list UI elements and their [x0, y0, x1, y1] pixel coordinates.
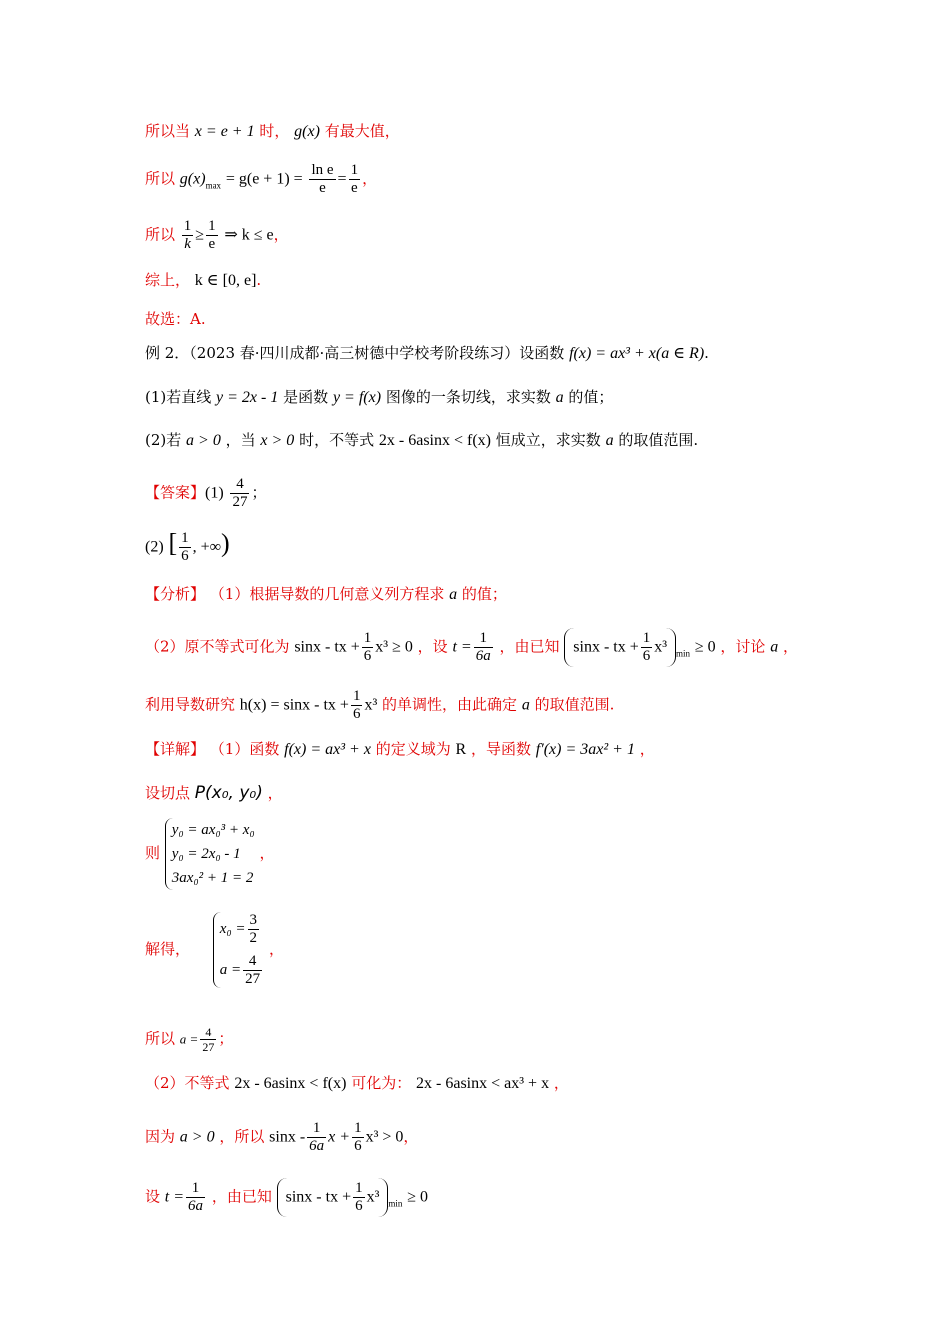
denominator: k: [184, 236, 191, 252]
fraction: [182, 218, 194, 253]
text-span: 的定义域为: [375, 740, 451, 758]
text-span: ，设: [417, 637, 448, 656]
fraction: [307, 1120, 326, 1155]
example-title: [145, 343, 709, 364]
text-span: ，: [362, 169, 378, 188]
math-span: 2x - 6asinx < f(x): [234, 1075, 347, 1092]
denominator: 27: [202, 1040, 215, 1054]
equation: y₀ = ax₀³ + x₀: [171, 822, 255, 838]
numerator: 1: [354, 1120, 362, 1136]
math-span: a > 0: [179, 1128, 215, 1146]
fraction: [474, 630, 493, 665]
question-2: [145, 430, 698, 451]
text-span: 解得，: [145, 940, 191, 958]
fraction: [230, 476, 249, 511]
denominator: 6: [352, 706, 361, 722]
text-span: ，: [553, 1074, 569, 1092]
math-span: ≥ 0: [694, 638, 716, 656]
math-span: x +: [328, 1128, 351, 1146]
brace-system: [165, 818, 255, 890]
text-span: 时，: [259, 122, 290, 140]
math-span: x³ ≥ 0: [375, 638, 413, 656]
fraction: [186, 1180, 205, 1215]
text-span: 利用导数研究: [145, 695, 236, 714]
analysis-2: [145, 628, 798, 667]
math-span: x³: [364, 696, 378, 714]
text-span: 设: [145, 1187, 161, 1206]
text-span: 所以: [145, 169, 176, 188]
math-span: f(x) = ax³ + x: [284, 741, 371, 758]
text-span: ，: [259, 844, 275, 862]
math-span: 2x - 6asinx < ax³ + x: [416, 1075, 550, 1092]
fraction: [206, 218, 218, 253]
fraction: [353, 1180, 365, 1215]
fraction: [200, 1025, 216, 1054]
math-span: a: [770, 638, 779, 656]
math-span: a: [521, 696, 530, 714]
math-span: g(x): [179, 170, 206, 188]
denominator: 6a: [188, 1198, 204, 1214]
text-span: 故选：A.: [145, 310, 206, 328]
text-span: 综上，: [145, 271, 191, 289]
numerator: 1: [181, 530, 189, 546]
math-span: sinx - tx +: [573, 638, 639, 656]
detail-2: [145, 783, 283, 803]
text-span: 设切点: [145, 784, 191, 802]
subscript: min: [676, 648, 691, 659]
text-span: 例 2．（2023 春·四川成都·高三树德中学校考阶段练习）设函数: [145, 344, 565, 362]
detail-label: 【详解】: [145, 740, 206, 758]
detail-1: [145, 739, 655, 760]
text-span: 图像的一条切线，求实数: [385, 388, 551, 406]
math-span: a: [449, 586, 458, 603]
numerator: 1: [183, 218, 192, 234]
paren-expression: [564, 628, 676, 667]
math-span: t =: [452, 638, 472, 656]
math-span: x = e + 1: [194, 123, 255, 140]
math-span: (1): [205, 484, 224, 502]
text-line-5: [145, 309, 206, 329]
math-span: t =: [164, 1188, 185, 1206]
fraction: [248, 912, 260, 947]
equation: 3ax₀² + 1 = 2: [171, 870, 254, 886]
numerator: 4: [230, 476, 249, 494]
math-span: ⇒ k ≤ e: [224, 226, 274, 244]
text-span: （1）根据导数的几何意义列方程求: [209, 585, 445, 603]
text-span: ，: [639, 740, 655, 758]
denominator: e: [208, 236, 216, 252]
math-span: a =: [219, 961, 242, 978]
fraction: [352, 1120, 364, 1155]
text-span: （1）函数: [209, 740, 280, 758]
equation: y₀ = 2x₀ - 1: [171, 846, 241, 862]
fraction: [362, 630, 374, 665]
text-span: ；: [218, 1029, 234, 1048]
text-span: ，: [403, 1127, 419, 1146]
text-span: 的值；: [568, 388, 614, 406]
text-span: （2）不等式: [145, 1074, 230, 1092]
text-span: (1)若直线: [145, 388, 212, 406]
text-span: 是函数: [283, 388, 329, 406]
numerator: ln e: [311, 162, 334, 178]
math-span: a =: [179, 1031, 199, 1047]
text-span: （2）原不等式可化为: [145, 637, 290, 656]
text-span: (2)若: [145, 431, 182, 449]
text-span: 的值；: [461, 585, 507, 603]
fraction: [351, 688, 363, 723]
text-span: ；: [251, 483, 267, 502]
text-span: 因为: [145, 1127, 176, 1146]
math-span: a: [555, 389, 564, 406]
math-span: y = 2x - 1: [216, 389, 279, 406]
answer-1: [145, 476, 266, 511]
text-span: 则: [145, 844, 161, 862]
text-span: ，由已知: [499, 637, 560, 656]
math-span: (2): [145, 538, 164, 556]
math-span: sinx -: [269, 1128, 306, 1146]
math-span: ≥ 0: [407, 1188, 428, 1206]
part-2-set-t: [145, 1178, 428, 1217]
fraction: [349, 162, 361, 197]
numerator: 1: [474, 630, 493, 648]
math-span: x³ > 0: [365, 1128, 404, 1146]
math-span: 2x - 6asinx < f(x): [378, 432, 491, 449]
text-span: ，: [267, 784, 283, 802]
text-span: ，: [268, 940, 284, 958]
math-span: x₀ =: [219, 920, 246, 937]
analysis-1: [145, 584, 507, 605]
analysis-label: 【分析】: [145, 585, 206, 603]
denominator: 6: [363, 648, 372, 664]
text-span: ，所以: [219, 1127, 265, 1146]
fraction: [243, 953, 262, 988]
denominator: 27: [245, 971, 261, 987]
text-span: 所以: [145, 1029, 176, 1048]
subscript: max: [205, 180, 222, 191]
denominator: 6: [355, 1198, 363, 1214]
denominator: 27: [232, 494, 248, 510]
numerator: 1: [208, 218, 216, 234]
denominator: e: [319, 180, 326, 196]
numerator: 4: [200, 1025, 216, 1040]
text-span: 恒成立，求实数: [495, 431, 601, 449]
text-line-1: [145, 121, 400, 142]
part-2-line: [145, 1073, 569, 1094]
text-span: 可化为：: [351, 1074, 412, 1092]
math-span: y = f(x): [332, 389, 382, 406]
text-span: ，讨论: [720, 637, 766, 656]
text-span: 所以当: [145, 122, 191, 140]
math-span: , +∞: [192, 538, 222, 556]
math-span: P(x₀, y₀): [194, 783, 263, 803]
denominator: 6: [642, 648, 651, 664]
text-line-3: 所以 $\frac{1}{k}$ ≥ $\frac{1}{e}$ ⇒ k ≤ e，: [145, 218, 289, 252]
denominator: e: [350, 180, 358, 196]
denominator: 6a: [309, 1138, 325, 1154]
math-span: = g(e + 1) =: [225, 170, 303, 188]
math-span: f′(x) = 3ax² + 1: [535, 741, 635, 758]
text-span: .: [256, 271, 262, 289]
text-line-2: 所以 $g(x)_{max} = g(e + 1)$ = $\frac{\text{ln e}}{e}$ = $\frac{1}{e}$ ，: [145, 162, 378, 196]
math-span: a: [605, 432, 614, 449]
text-span: 有最大值，: [324, 122, 400, 140]
math-span: f(x) = ax³ + x(a ∈ R): [569, 345, 705, 362]
numerator: 1: [186, 1180, 205, 1198]
numerator: 1: [363, 630, 372, 646]
denominator: 2: [249, 930, 258, 946]
math-span: x³: [654, 638, 668, 656]
math-span: g(x): [294, 123, 320, 140]
numerator: 1: [642, 630, 651, 646]
answer-2: (2) [ $\frac{1}{6}$ , +∞): [145, 528, 230, 564]
math-span: R: [455, 741, 467, 758]
text-span: ，当: [225, 431, 256, 449]
numerator: 4: [243, 953, 262, 971]
text-span: 的取值范围.: [534, 695, 615, 714]
denominator: 6: [181, 548, 189, 564]
math-span: k ∈ [0, e]: [194, 272, 257, 289]
math-span: sinx - tx +: [285, 1188, 352, 1206]
brace-system: [213, 912, 264, 988]
conclusion-1: [145, 1025, 233, 1054]
numerator: 1: [355, 1180, 363, 1196]
math-span: x³: [366, 1188, 380, 1206]
math-span: sinx - tx +: [294, 638, 360, 656]
answer-label: 【答案】: [145, 483, 206, 502]
text-span: ，导函数: [470, 740, 531, 758]
text-span: 时，不等式: [299, 431, 375, 449]
fraction: [641, 630, 653, 665]
fraction: [179, 530, 191, 565]
text-span: ，由已知: [211, 1187, 272, 1206]
part-2-because: [145, 1120, 418, 1155]
text-span: 所以: [145, 225, 176, 244]
numerator: 1: [352, 688, 361, 704]
numerator: 3: [249, 912, 258, 928]
denominator: 6a: [475, 648, 491, 664]
subscript: min: [388, 1198, 403, 1209]
solution-system: [145, 912, 284, 988]
text-span: .: [704, 344, 709, 362]
fraction: [309, 162, 335, 197]
numerator: 1: [350, 162, 359, 178]
equation-system: [145, 818, 274, 890]
analysis-3: [145, 688, 614, 723]
text-span: ，: [782, 637, 798, 656]
math-span: x > 0: [260, 432, 295, 449]
numerator: 1: [307, 1120, 326, 1138]
math-span: h(x) = sinx - tx +: [239, 696, 349, 714]
text-span: 的单调性，由此确定: [382, 695, 518, 714]
text-span: ，: [273, 225, 289, 244]
text-span: 的取值范围.: [618, 431, 699, 449]
text-line-4: [145, 270, 261, 291]
paren-expression: [277, 1178, 389, 1217]
math-span: a > 0: [186, 432, 221, 449]
denominator: 6: [354, 1138, 362, 1154]
question-1: [145, 387, 613, 408]
